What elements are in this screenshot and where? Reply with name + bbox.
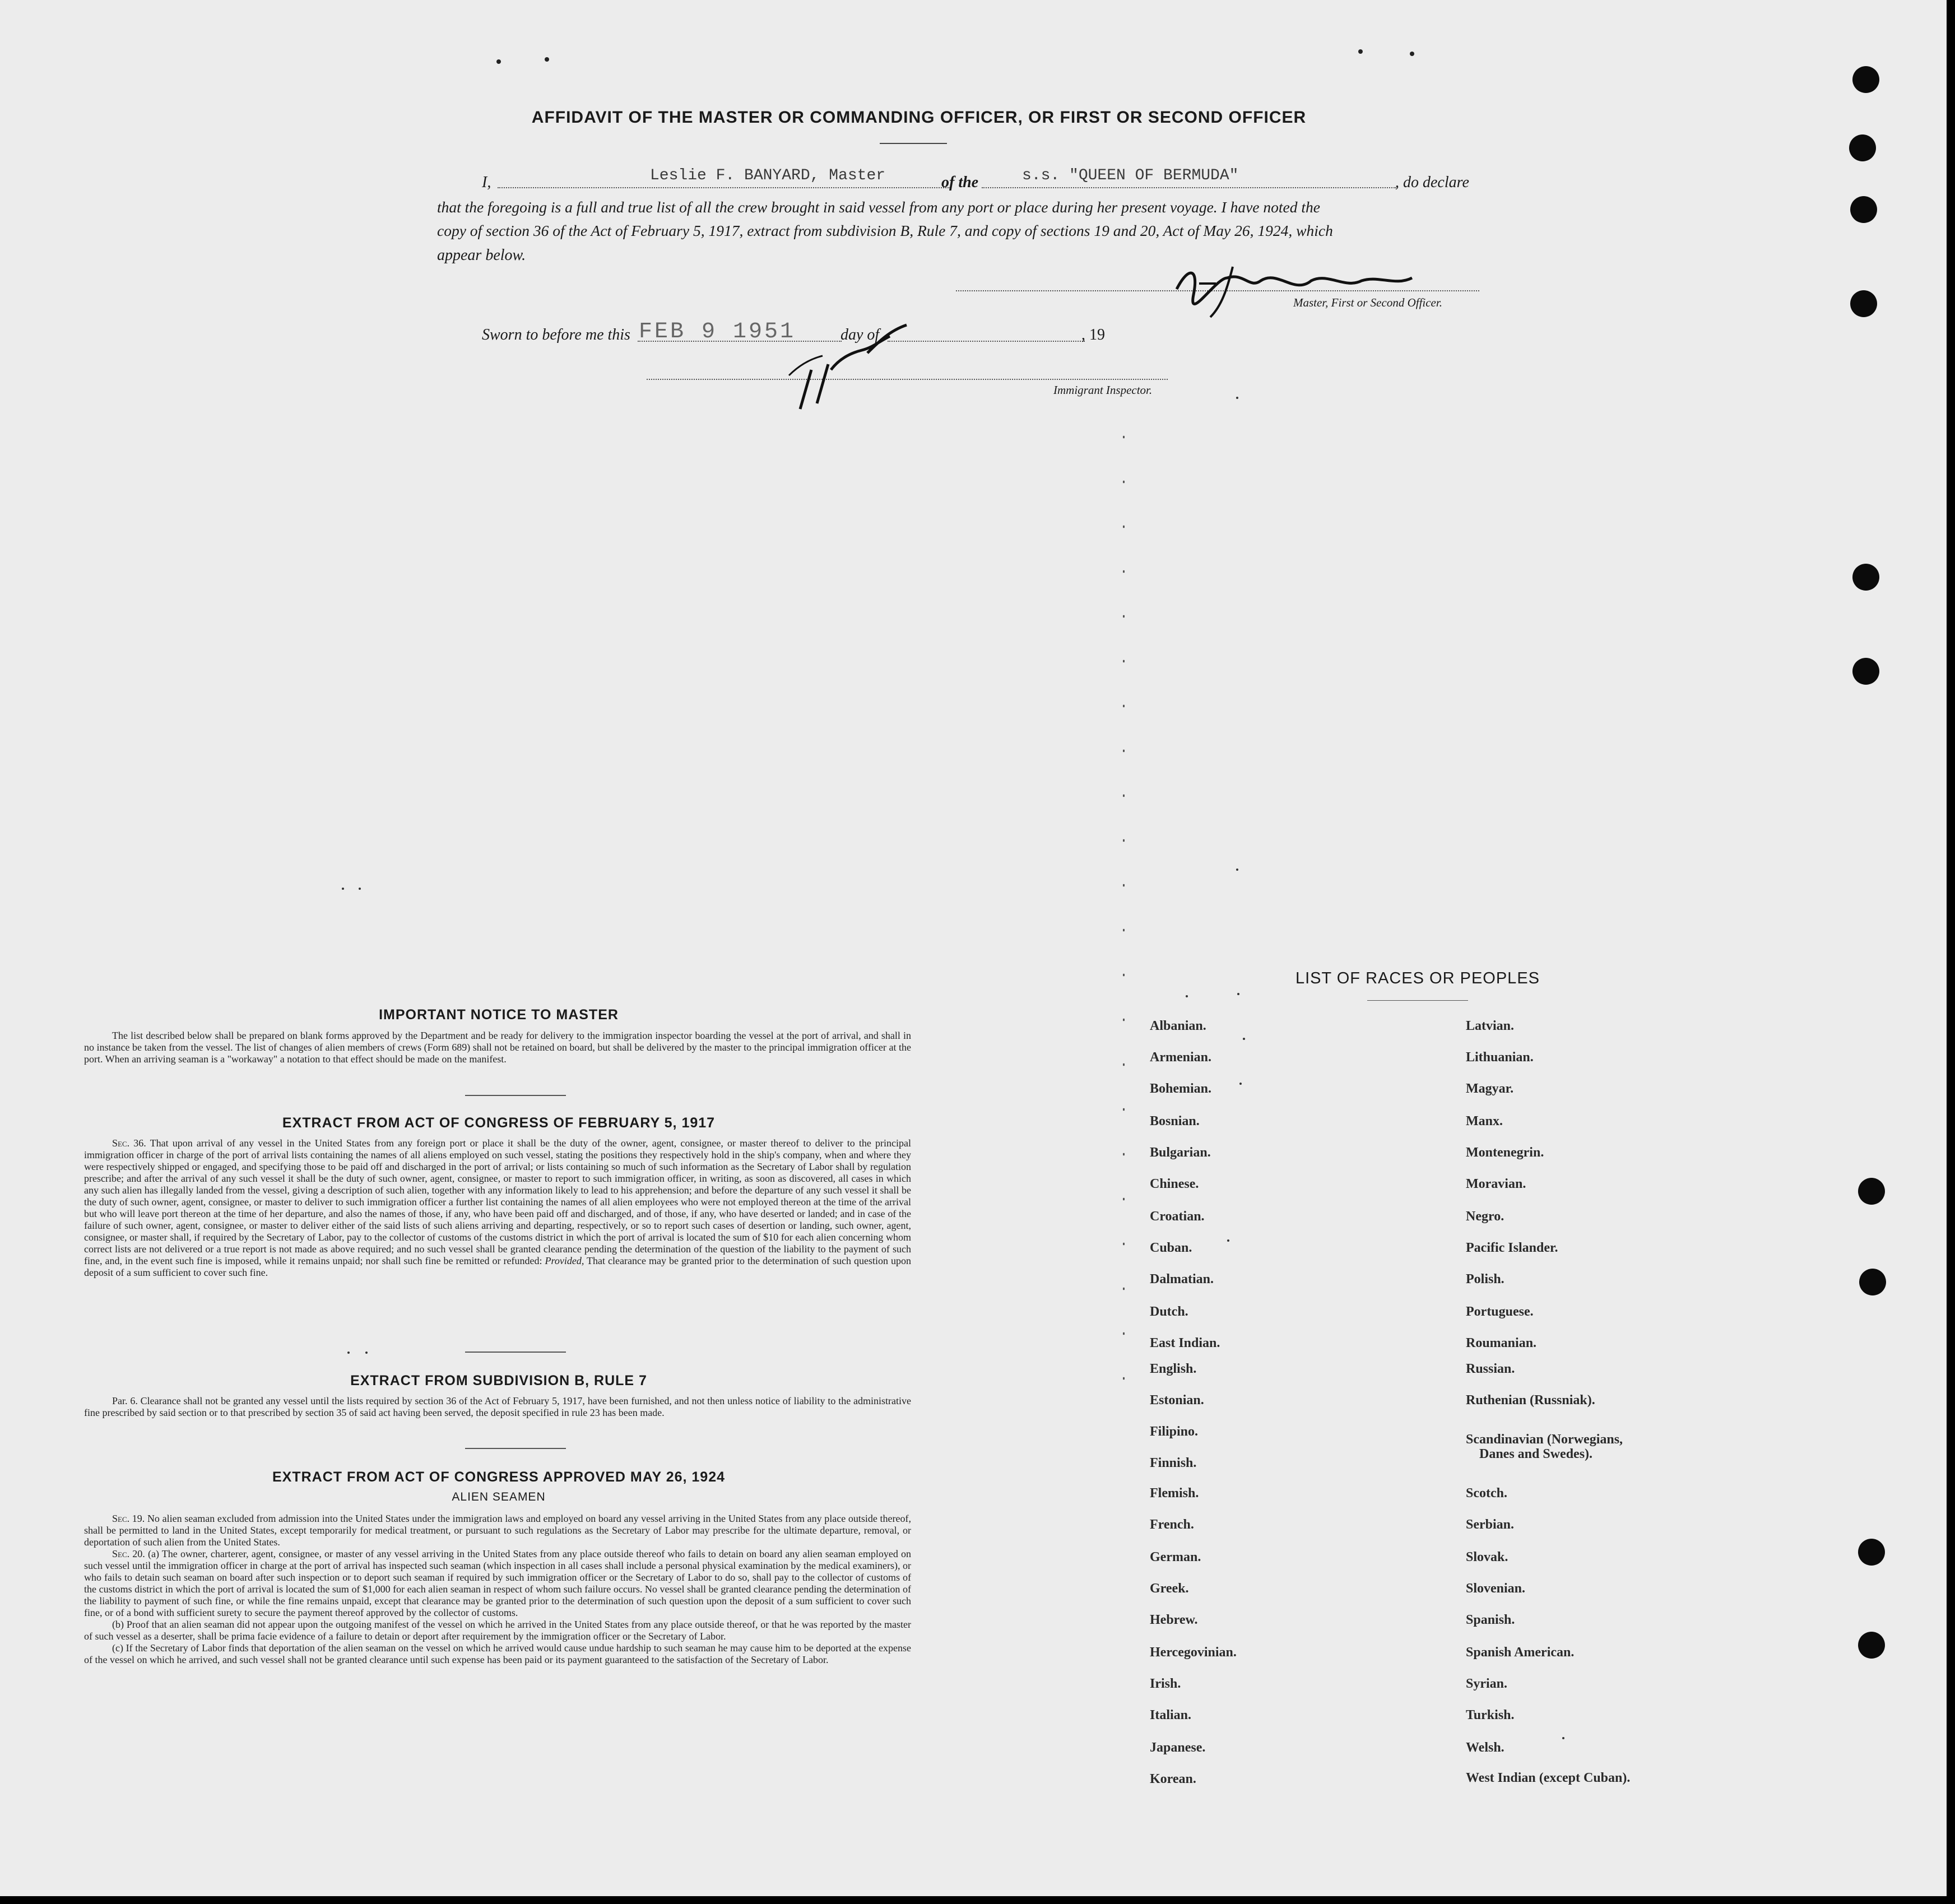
speck [1186, 995, 1188, 997]
sec-20-a: (a) The owner, charterer, agent, consignee, or master of any vessel arriving in the United States from any place outside thereof who fails to detain on board any alien seaman employed on such vessel until the immigration officer in charge at the port of arrival has inspected such seaman (which inspection in all cases shall include a personal physical examination by the medical examiners), or who fails to detain such seaman on board after such inspection or to deport such seaman if required by such immigration officer or the Secretary of Labor to do so, shall pay to the collector of customs of the customs district in which the port of arrival is located the sum of $1,000 for each alien seaman in respect of whom such failure occurs. No vessel shall be granted clearance pending the determination of the liability to payment of such fine, or while the fine remains unpaid, except that clearance may be granted prior to the determination of such question upon the deposit of a sum sufficient to cover such fine, or of a bond with sufficient surety to secure the payment thereof approved by the collector of customs. [84, 1548, 912, 1618]
punch-hole [1852, 658, 1879, 685]
year-prefix: , 19 [1081, 326, 1105, 343]
notice-text [84, 1030, 911, 1065]
title-rule [880, 143, 947, 144]
race-item: Serbian. [1466, 1517, 1515, 1532]
race-item: Moravian. [1466, 1177, 1526, 1191]
race-item: West Indian (except Cuban). [1466, 1771, 1631, 1785]
race-item: Spanish. [1466, 1613, 1515, 1627]
race-item: Lithuanian. [1466, 1050, 1534, 1065]
rule-7-heading: EXTRACT FROM SUBDIVISION B, RULE 7 [350, 1373, 647, 1388]
sec-36-body: That upon arrival of any vessel in the United States from any foreign port or place it shall be the duty of the owner, agent, consignee, or master thereof to deliver to the principal immigration officer in charge of the port of arrival lists containing the names of all aliens employed on such vessel, stating the positions they respectively hold in the ship's company, when and where they were respectively shipped or engaged, and specifying those to be paid off and discharged in the port of arrival; or lists containing so much of such information as the Secretary of Labor shall by regulation prescribe; and after the arrival of any such vessel it shall be the duty of such owner, agent, consignee, or master to report to such immigration officer, in writing, as soon as discovered, all cases in which any such alien has illegally landed from the vessel, giving a description of such alien, together with any information likely to lead to his apprehension; and before the departure of any such vessel it shall be the duty of such owner, agent, consignee, or master to deliver to such immigration officer a further list containing the names of all alien employees who were not employed thereon at the time of the arrival but who will leave port thereon at the time of her departure, and also the names of those, if any, who have been paid off and discharged, and of those, if any, who have deserted or landed; and in case of the failure of such owner, agent, consignee, or master to deliver either of the said lists of such aliens arriving and departing, respectively, or so to report such cases of desertion or landing, such owner, agent, consignee, or master shall, if required by the Secretary of Labor, pay to the collector of customs of the customs district in which the port of arrival is located the sum of $10 for each alien concerning whom correct lists are not delivered or a true report is not made as above required; and no such vessel shall be granted clearance pending the determination of the question of the liability to the payment of such fine, and, in the event such fine is imposed, while it remains unpaid; nor shall such fine be remitted or refunded: [84, 1137, 911, 1266]
sec-36-label: Sec. 36. [112, 1137, 146, 1149]
section-rule [465, 1352, 566, 1353]
rule-7-text [84, 1395, 911, 1419]
race-item: Croatian. [1150, 1209, 1205, 1224]
affidavit-title: AFFIDAVIT OF THE MASTER OR COMMANDING OFFICER, OR FIRST OR SECOND OFFICER [531, 108, 1307, 127]
race-item: Pacific Islander. [1466, 1241, 1558, 1255]
sec-36-end: That clearance may be granted prior to the determination of such question upon deposit of a sum sufficient to cover such fine. [84, 1255, 911, 1278]
vessel-name-typed: s.s. "QUEEN OF BERMUDA" [1022, 167, 1239, 184]
speck [545, 57, 549, 62]
extract-1924-heading: EXTRACT FROM ACT OF CONGRESS APPROVED MAY 26, 1924 [272, 1469, 726, 1485]
speck [365, 1352, 368, 1354]
notice-paragraph: The list described below shall be prepared on blank forms approved by the Department and be ready for delivery to the immigration inspector boarding the vessel at the port of arrival, and shall in no instance be taken from the vessel. The list of changes of alien members of crews (Form 689) shall not be retained on board, but shall be delivered by the master to the principal immigration officer at the port. When an arriving seaman is a "workaway" a notation to that effect should be made on the manifest. [84, 1030, 911, 1065]
punch-hole [1850, 290, 1877, 317]
race-item: Polish. [1466, 1272, 1504, 1287]
sworn-prefix: Sworn to before me this [482, 326, 630, 343]
race-item: Slovak. [1466, 1550, 1508, 1564]
race-item: Irish. [1150, 1677, 1181, 1691]
race-item: Manx. [1466, 1114, 1503, 1129]
date-stamp: FEB 9 1951 [639, 319, 796, 345]
race-item: Chinese. [1150, 1177, 1199, 1191]
race-item: Armenian. [1150, 1050, 1211, 1065]
name-fill-line [498, 187, 950, 188]
race-item: Korean. [1150, 1772, 1196, 1786]
punch-hole [1849, 134, 1876, 161]
race-item: Dalmatian. [1150, 1272, 1214, 1287]
notice-heading: IMPORTANT NOTICE TO MASTER [379, 1007, 619, 1023]
race-item: Syrian. [1466, 1677, 1508, 1691]
race-item: Scandinavian (Norwegians, [1466, 1432, 1623, 1447]
master-signature [1165, 256, 1479, 323]
speck [1236, 397, 1238, 399]
race-item: Bosnian. [1150, 1114, 1200, 1129]
do-declare-label: , do declare [1395, 174, 1469, 191]
speck [347, 1352, 350, 1354]
race-item: Negro. [1466, 1209, 1504, 1224]
race-item: German. [1150, 1550, 1201, 1564]
race-item: Greek. [1150, 1581, 1189, 1596]
race-item: Slovenian. [1466, 1581, 1526, 1596]
race-item: East Indian. [1150, 1336, 1220, 1350]
race-item: Albanian. [1150, 1019, 1206, 1033]
declaration-i-label: I, [482, 174, 491, 191]
vessel-fill-line [982, 187, 1396, 188]
speck [1410, 52, 1414, 56]
punch-hole [1858, 1539, 1885, 1566]
race-item: Turkish. [1466, 1708, 1515, 1722]
sec-20-b: (b) Proof that an alien seaman did not appear upon the outgoing manifest of the vessel on which he arrived in the United States from any place outside thereof, or that he was reported by the master of such vessel as a deserter, shall be prima facie evidence of a failure to detain or deport after requirement by the immigration officer or the Secretary of Labor. [84, 1619, 911, 1642]
inspector-caption: Immigrant Inspector. [1053, 383, 1153, 397]
race-item: Scotch. [1466, 1486, 1507, 1501]
dotted-guide-column [1123, 415, 1125, 1406]
extract-1917-text [84, 1137, 911, 1279]
speck [1243, 1038, 1245, 1040]
race-item: Italian. [1150, 1708, 1192, 1722]
race-item: Hercegovinian. [1150, 1645, 1237, 1660]
speck [1236, 869, 1238, 871]
sec-20-c: (c) If the Secretary of Labor finds that deportation of the alien seaman on the vessel on which he arrived would cause undue hardship to such seaman he may cause him to be deported at the expense of the vessel on which he arrived, and such vessel shall not be granted clearance until such expense has been paid or its payment guaranteed to the satisfaction of the Secretary of Labor. [84, 1642, 911, 1665]
race-item: English. [1150, 1362, 1197, 1376]
race-item: Estonian. [1150, 1393, 1204, 1408]
speck [1227, 1239, 1229, 1242]
speck [1358, 49, 1363, 54]
sec-19-body: No alien seaman excluded from admission into the United States under the immigration laws and employed on board any vessel arriving in the United States from any place outside thereof, shall be permitted to land in the United States, except temporarily for medical treatment, or pursuant to such regulations as the Secretary of Labor may prescribe for the ultimate departure, removal, or deportation of such alien from the United States. [84, 1513, 912, 1548]
speck [1237, 993, 1239, 995]
speck [1562, 1737, 1564, 1739]
race-item: French. [1150, 1517, 1194, 1532]
punch-hole [1852, 66, 1879, 93]
of-the-label: of the [941, 174, 979, 191]
alien-seamen-subheading: ALIEN SEAMEN [452, 1490, 546, 1503]
race-item: Welsh. [1466, 1740, 1504, 1755]
race-item: Danes and Swedes). [1479, 1447, 1593, 1461]
extract-1924-text [84, 1513, 911, 1666]
sec-19-label: Sec. 19. [112, 1513, 145, 1524]
race-item: Cuban. [1150, 1241, 1192, 1255]
section-rule [465, 1095, 566, 1096]
race-item: Ruthenian (Russniak). [1466, 1393, 1595, 1408]
declaration-line-3: copy of section 36 of the Act of February 5, 1917, extract from subdivision B, Rule 7, and copy of sections 19 and 20, Act of May 26, 1924, which [437, 222, 1333, 239]
race-item: Magyar. [1466, 1081, 1514, 1096]
race-item: Montenegrin. [1466, 1145, 1544, 1160]
master-name-typed: Leslie F. BANYARD, Master [650, 167, 886, 184]
declaration-line-2: that the foregoing is a full and true list of all the crew brought in said vessel from any port or place during her present voyage. I have noted the [437, 198, 1320, 216]
punch-hole [1850, 196, 1877, 223]
speck [342, 888, 344, 890]
race-item: Flemish. [1150, 1486, 1199, 1501]
race-item: Filipino. [1150, 1424, 1199, 1439]
speck [496, 59, 501, 64]
speck [359, 888, 361, 890]
race-item: Latvian. [1466, 1019, 1515, 1033]
race-item: Bulgarian. [1150, 1145, 1211, 1160]
master-signature-caption: Master, First or Second Officer. [1293, 296, 1442, 309]
races-rule [1367, 1000, 1468, 1001]
race-item: Finnish. [1150, 1456, 1197, 1470]
punch-hole [1852, 564, 1879, 591]
race-item: Dutch. [1150, 1304, 1188, 1319]
punch-hole [1858, 1632, 1885, 1659]
rule-7-paragraph: Par. 6. Clearance shall not be granted any vessel until the lists required by section 36 of the Act of February 5, 1917, have been furnished, and not then unless notice of liability to the administrative fine prescribed by said section or to that prescribed by section 35 of said act having been served, the deposit specified in rule 23 has been made. [84, 1395, 911, 1418]
speck [1239, 1083, 1242, 1085]
race-item: Japanese. [1150, 1740, 1206, 1755]
punch-hole [1858, 1178, 1885, 1205]
race-item: Russian. [1466, 1362, 1515, 1376]
extract-1917-heading: EXTRACT FROM ACT OF CONGRESS OF FEBRUARY 5, 1917 [282, 1115, 716, 1131]
provided-word: Provided, [545, 1255, 584, 1266]
punch-hole [1859, 1269, 1886, 1295]
sec-20-label: Sec. 20. [112, 1548, 145, 1559]
day-of-label: day of [840, 326, 880, 343]
declaration-line-4: appear below. [437, 247, 526, 264]
race-item: Spanish American. [1466, 1645, 1575, 1660]
inspector-signature [778, 303, 923, 415]
race-item: Portuguese. [1466, 1304, 1534, 1319]
race-item: Roumanian. [1466, 1336, 1537, 1350]
section-rule [465, 1448, 566, 1449]
race-item: Bohemian. [1150, 1081, 1212, 1096]
races-heading: LIST OF RACES OR PEOPLES [1295, 969, 1540, 987]
race-item: Hebrew. [1150, 1613, 1198, 1627]
